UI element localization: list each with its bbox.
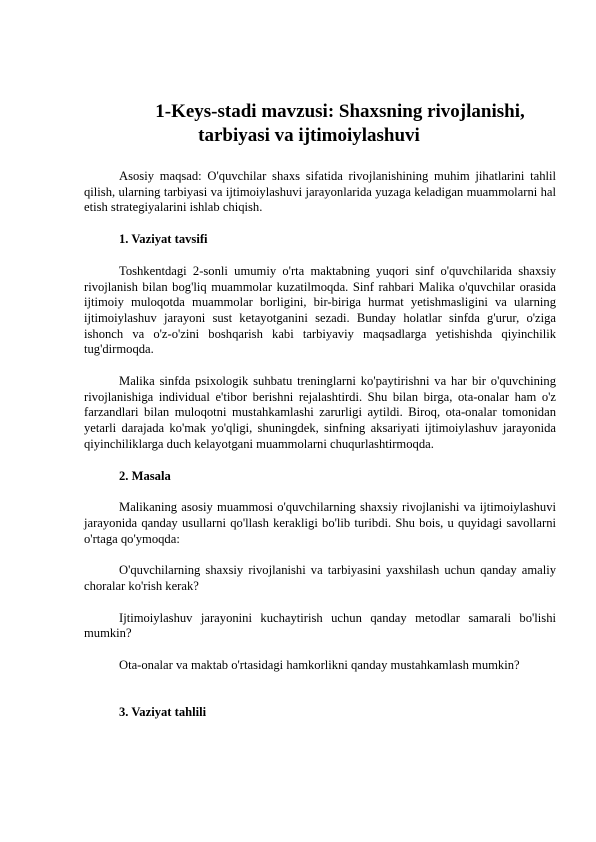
question-1: O'quvchilarning shaxsiy rivojlanishi va tarbiyasini yaxshilash uchun qanday amaliy choralar ko'rish kerak?	[84, 563, 556, 594]
section-1-paragraph-2: Malika sinfda psixologik suhbatu treninglarni ko'paytirishni va har bir o'quvchining rivojlanishiga individual e'tibor berishni rejalashtirdi. Shu bilan birga, ota-onalar ham o'z farzandlari bilan muloqotni mustahkamlashi zarurligi aytildi. Biroq, ota-onalar tomonidan yetarli darajada ko'mak yo'qligi, shuningdek, sinfning aksariyati ijtimoiylashuv jarayonida qiyinchiliklarga duch kelayotgani muammolarni chuqurlashtirmoqda.	[84, 374, 556, 451]
section-2-heading: 2. Masala	[119, 468, 171, 483]
section-2-paragraph-1: Malikaning asosiy muammosi o'quvchilarning shaxsiy rivojlanishi va ijtimoiylashuvi jarayonida qanday usullarni qo'llash kerakligi bo'lib turibdi. Shu bois, u quyidagi savollarni o'rtaga qo'ymoqda:	[84, 500, 556, 546]
section-1-paragraph-1: Toshkentdagi 2-sonli umumiy o'rta maktabning yuqori sinf o'quvchilarida shaxsiy rivojlanish bilan bog'liq muammolar kuzatilmoqda. Sinf rahbari Malika o'quvchilar orasida ijtimoiy muloqotda muammolar borligini, bir-biriga hurmat yetishmasligini va ularning ijtimoiylashuv jarayoni sust ketayotganini sezadi. Bunday holatlar sinfda g'urur, o'ziga ishonch va o'z-o'zini boshqarish kabi tarbiyaviy maqsadlarga yetishishda qiyinchilik tug'dirmoqda.	[84, 263, 556, 357]
question-3: Ota-onalar va maktab o'rtasidagi hamkorlikni qanday mustahkamlash mumkin?	[119, 658, 520, 673]
document-title	[84, 100, 556, 148]
title-line-1: 1-Keys-stadi mavzusi: Shaxsning rivojlanishi,	[155, 101, 525, 122]
title-line-2: tarbiyasi va ijtimoiylashuvi	[198, 125, 420, 146]
section-1-heading: 1. Vaziyat tavsifi	[119, 232, 208, 247]
section-3-heading: 3. Vaziyat tahlili	[119, 704, 207, 719]
document-page	[84, 100, 556, 721]
intro-paragraph: Asosiy maqsad: O'quvchilar shaxs sifatida rivojlanishining muhim jihatlarini tahlil qilish, ularning tarbiyasi va ijtimoiylashuvi jarayonlarida yuzaga keladigan muammolarni hal etish strategiyalarini ishlab chiqish.	[84, 169, 556, 215]
question-2: Ijtimoiylashuv jarayonini kuchaytirish uchun qanday metodlar samarali bo'lishi mumkin?	[84, 610, 556, 641]
